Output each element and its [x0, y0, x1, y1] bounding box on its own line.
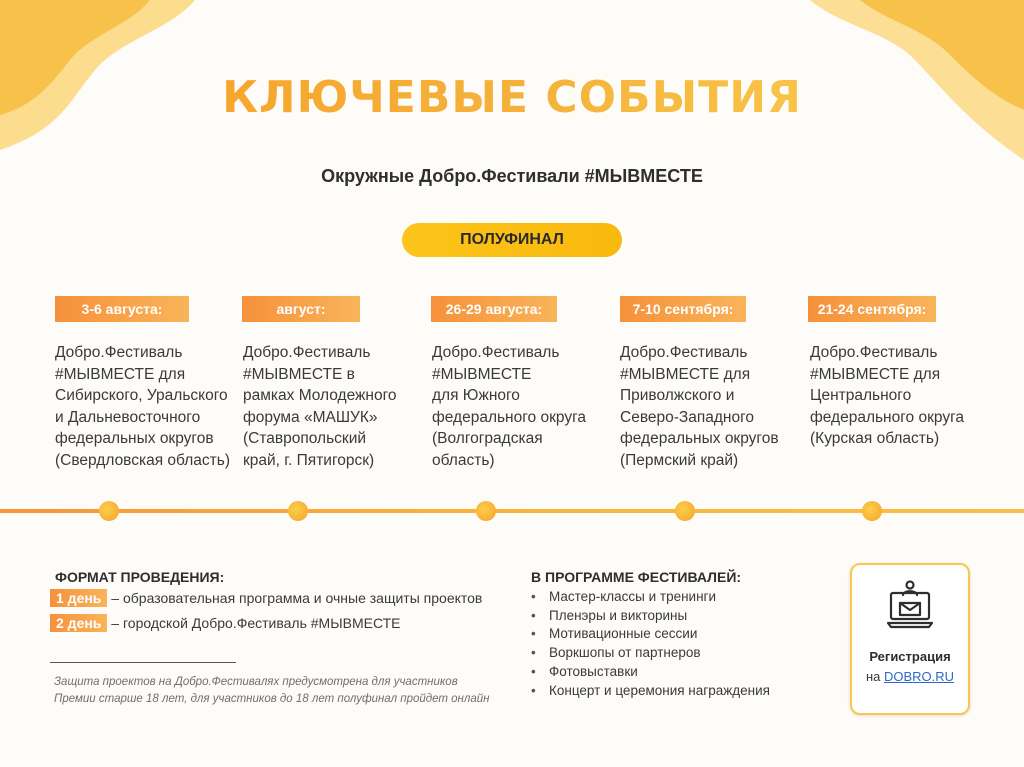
list-item: • Мотивационные сессии — [531, 625, 770, 644]
timeline-dot — [476, 501, 496, 521]
registration-link-row — [852, 669, 968, 684]
registration-prefix: на — [865, 669, 884, 684]
day-description: – образовательная программа и очные защиты проектов — [107, 590, 483, 606]
registration-link[interactable]: DOBRO.RU — [883, 669, 955, 684]
program-list — [531, 588, 770, 700]
event-date-tag: 7-10 сентября: — [620, 296, 746, 322]
day-description: – городской Добро.Фестиваль #МЫВМЕСТЕ — [107, 615, 401, 631]
list-item: • Пленэры и викторины — [531, 607, 770, 626]
footnote-line: Премии старше 18 лет, для участников до 18 лет полуфинал пройдет онлайн — [54, 693, 490, 705]
footnote-divider — [50, 662, 236, 663]
timeline-dot — [675, 501, 695, 521]
event-description: Добро.Фестиваль #МЫВМЕСТЕ для Центрального федерального округа (Курская область) — [810, 344, 965, 447]
stage-badge: ПОЛУФИНАЛ — [402, 223, 622, 257]
event-date-tag: 3-6 августа: — [55, 296, 189, 322]
list-item: • Воркшопы от партнеров — [531, 644, 770, 663]
registration-card[interactable] — [850, 563, 970, 715]
event-description: Добро.Фестиваль #МЫВМЕСТЕ для Приволжского и Северо-Западного федеральных округов (Пермский край) — [620, 344, 779, 469]
program-title: В ПРОГРАММЕ ФЕСТИВАЛЕЙ: — [531, 569, 742, 585]
laptop-registration-icon — [887, 579, 933, 631]
registration-title: Регистрация — [869, 649, 951, 664]
list-item: • Концерт и церемония награждения — [531, 682, 770, 701]
event-description: Добро.Фестиваль #МЫВМЕСТЕ в рамках Молодежного форума «МАШУК» (Ставропольский край, г. Пятигорск) — [243, 344, 397, 469]
event-date-tag: 26-29 августа: — [431, 296, 557, 322]
format-title: ФОРМАТ ПРОВЕДЕНИЯ: — [55, 569, 225, 585]
timeline-dot — [288, 501, 308, 521]
timeline-dot — [862, 501, 882, 521]
page-title: КЛЮЧЕВЫЕ СОБЫТИЯ — [222, 72, 802, 123]
event-description: Добро.Фестиваль #МЫВМЕСТЕ для Южного федерального округа (Волгоградская область) — [432, 344, 587, 469]
day-tag: 1 день — [50, 589, 107, 607]
event-date-tag: 21-24 сентября: — [808, 296, 936, 322]
day-tag: 2 день — [50, 614, 107, 632]
list-item: • Мастер-классы и тренинги — [531, 588, 770, 607]
format-day-row — [50, 614, 401, 632]
timeline-dot — [99, 501, 119, 521]
format-day-row — [50, 589, 482, 607]
list-item: • Фотовыставки — [531, 663, 770, 682]
page-subtitle: Окружные Добро.Фестивали #МЫВМЕСТЕ — [321, 166, 703, 186]
event-description: Добро.Фестиваль #МЫВМЕСТЕ для Сибирского, Уральского и Дальневосточного федеральных округов (Свердловская область) — [55, 344, 230, 469]
footnote — [54, 674, 490, 708]
event-date-tag: август: — [242, 296, 360, 322]
footnote-line: Защита проектов на Добро.Фестивалях предусмотрена для участников — [54, 676, 458, 688]
